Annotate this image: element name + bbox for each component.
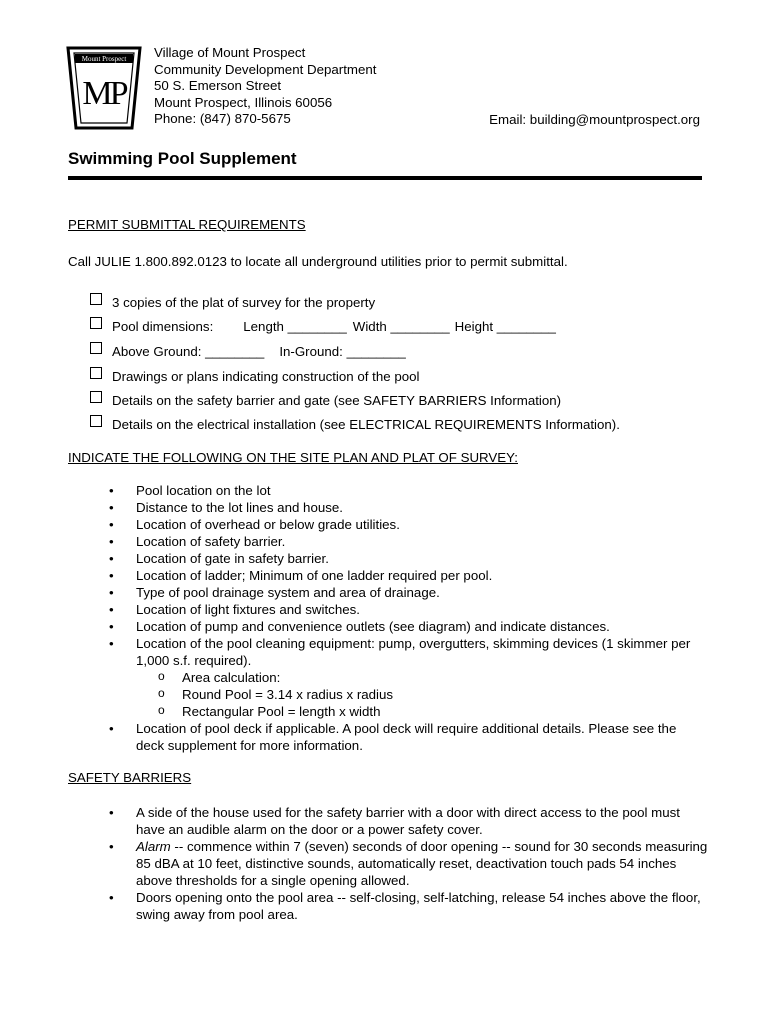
list-item: • Pool location on the lot bbox=[108, 482, 708, 499]
site-plan-list bbox=[108, 482, 708, 754]
in-ground-field[interactable]: In-Ground: ________ bbox=[279, 343, 406, 359]
header-line-phone: Phone: (847) 870-5675 bbox=[154, 111, 291, 127]
electrical-checkbox[interactable] bbox=[90, 415, 102, 427]
alarm-label: Alarm bbox=[136, 839, 171, 854]
checklist-label-drawings: Drawings or plans indicating construction of the pool bbox=[112, 368, 420, 384]
list-item: • Location of pump and convenience outlets (see diagram) and indicate distances. bbox=[108, 618, 708, 635]
title-divider bbox=[68, 176, 702, 180]
julie-note: Call JULIE 1.800.892.0123 to locate all underground utilities prior to permit submittal. bbox=[68, 254, 568, 269]
list-item: • Location of safety barrier. bbox=[108, 533, 708, 550]
header-line-village: Village of Mount Prospect bbox=[154, 45, 306, 60]
logo-banner-text: Mount Prospect bbox=[81, 55, 127, 63]
length-field[interactable]: Length ________ bbox=[243, 318, 347, 334]
list-item: • Location of pool deck if applicable. A pool deck will require additional details. Please see the deck supplement for more information. bbox=[108, 720, 708, 754]
header-line-department: Community Development Department bbox=[154, 61, 377, 77]
checklist-label-electrical: Details on the electrical installation (see ELECTRICAL REQUIREMENTS Information). bbox=[112, 416, 620, 432]
logo-letters: MP bbox=[82, 75, 126, 112]
page-title: Swimming Pool Supplement bbox=[68, 149, 297, 168]
list-item: • Type of pool drainage system and area of drainage. bbox=[108, 584, 708, 601]
list-item-text: Location of the pool cleaning equipment: pump, overgutters, skimming devices (1 skimmer per 1,000 s.f. required). bbox=[136, 636, 691, 668]
list-item-cleaning bbox=[108, 635, 708, 720]
checklist-row-barrier bbox=[90, 390, 561, 410]
drawings-checkbox[interactable] bbox=[90, 367, 102, 379]
sub-list bbox=[136, 669, 708, 720]
height-field[interactable]: Height ________ bbox=[454, 318, 556, 334]
ground-checkbox[interactable] bbox=[90, 342, 102, 354]
checklist-row-plat bbox=[90, 292, 375, 312]
header-address bbox=[154, 45, 376, 128]
header-line-street: 50 S. Emerson Street bbox=[154, 78, 282, 94]
safety-list bbox=[108, 804, 708, 923]
site-plan-heading: INDICATE THE FOLLOWING ON THE SITE PLAN AND PLAT OF SURVEY: bbox=[68, 450, 518, 465]
checklist-label-dimensions: Pool dimensions: bbox=[112, 318, 214, 334]
alarm-text: -- commence within 7 (seven) seconds of door opening -- sound for 30 seconds measuring 85 dBA at 10 feet, distinctive sounds, automatically reset, deactivation touch pads 54 inches above thresholds for a single opening allowed. bbox=[136, 839, 708, 888]
plat-checkbox[interactable] bbox=[90, 293, 102, 305]
permit-heading: PERMIT SUBMITTAL REQUIREMENTS bbox=[68, 217, 306, 232]
dimensions-checkbox[interactable] bbox=[90, 317, 102, 329]
list-item: • Location of light fixtures and switches. bbox=[108, 601, 708, 618]
barrier-checkbox[interactable] bbox=[90, 391, 102, 403]
village-logo bbox=[66, 46, 142, 130]
list-item: • Location of overhead or below grade utilities. bbox=[108, 516, 708, 533]
checklist-label-plat: 3 copies of the plat of survey for the property bbox=[112, 294, 376, 310]
list-item: • Distance to the lot lines and house. bbox=[108, 499, 708, 516]
list-item-alarm bbox=[108, 838, 708, 889]
sub-list-item: o Area calculation: bbox=[136, 669, 708, 686]
list-item: • Doors opening onto the pool area -- self-closing, self-latching, release 54 inches above the floor, swing away from pool area. bbox=[108, 889, 708, 923]
checklist-row-electrical bbox=[90, 414, 620, 434]
checklist-label-barrier: Details on the safety barrier and gate (see SAFETY BARRIERS Information) bbox=[112, 392, 562, 408]
sub-list-item: o Round Pool = 3.14 x radius x radius bbox=[136, 686, 708, 703]
header-email: Email: building@mountprospect.org bbox=[489, 112, 700, 127]
list-item: • Location of gate in safety barrier. bbox=[108, 550, 708, 567]
header-line-city: Mount Prospect, Illinois 60056 bbox=[154, 94, 333, 110]
above-ground-field[interactable]: Above Ground: ________ bbox=[112, 343, 265, 359]
checklist-row-drawings bbox=[90, 366, 419, 386]
checklist-row-ground bbox=[90, 341, 406, 361]
sub-list-item: o Rectangular Pool = length x width bbox=[136, 703, 708, 720]
width-field[interactable]: Width ________ bbox=[352, 318, 450, 334]
checklist-row-dimensions bbox=[90, 316, 556, 336]
safety-heading: SAFETY BARRIERS bbox=[68, 770, 192, 785]
list-item: • Location of ladder; Minimum of one ladder required per pool. bbox=[108, 567, 708, 584]
list-item: • A side of the house used for the safety barrier with a door with direct access to the pool must have an audible alarm on the door or a power safety cover. bbox=[108, 804, 708, 838]
